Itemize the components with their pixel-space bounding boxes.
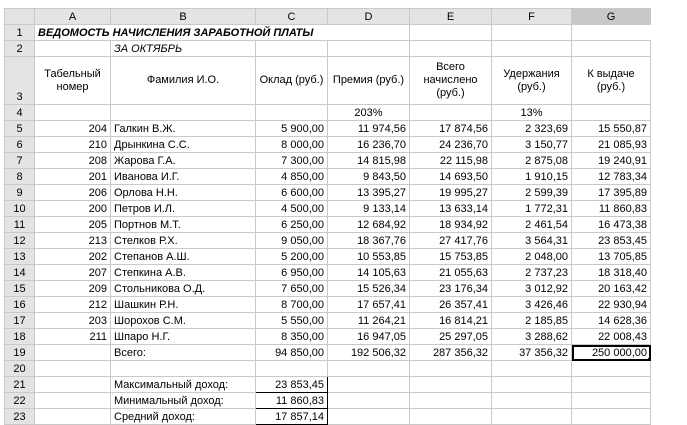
table-row [5,297,651,313]
payout-cell[interactable]: 13 705,85 [572,249,651,265]
column-header-d[interactable]: D [328,9,410,25]
row-20 [5,361,651,377]
tab-number-cell[interactable]: 209 [35,281,111,297]
row-header-2[interactable]: 2 [5,41,35,57]
row-3 [5,57,651,105]
tab-number-cell[interactable]: 208 [35,153,111,169]
header-payout[interactable]: К выдаче (руб.) [572,57,651,105]
cell-g4[interactable] [572,105,651,121]
cell-a4[interactable] [35,105,111,121]
table-row [5,201,651,217]
payout-cell[interactable]: 14 628,36 [572,313,651,329]
accrued-cell[interactable]: 26 357,41 [410,297,492,313]
table-row [5,137,651,153]
employee-name-cell[interactable]: Петров И.Л. [111,201,256,217]
cell-b4[interactable] [111,105,256,121]
salary-cell[interactable]: 6 950,00 [256,265,328,281]
salary-cell[interactable]: 9 050,00 [256,233,328,249]
employee-name-cell[interactable]: Жарова Г.А. [111,153,256,169]
salary-cell[interactable]: 7 650,00 [256,281,328,297]
empty-cell[interactable] [35,393,111,409]
totals-row [5,345,651,361]
tab-number-cell[interactable]: 205 [35,217,111,233]
bonus-cell[interactable]: 9 133,14 [328,201,410,217]
header-tab-number[interactable]: Табельный номер [35,57,111,105]
cell-a2[interactable] [35,41,111,57]
employee-name-cell[interactable]: Шашкин Р.Н. [111,297,256,313]
bonus-cell[interactable]: 14 815,98 [328,153,410,169]
accrued-cell[interactable]: 16 814,21 [410,313,492,329]
table-row [5,217,651,233]
empty-cell[interactable] [492,393,572,409]
salary-cell[interactable]: 5 900,00 [256,121,328,137]
total-payout-cell-selected[interactable]: 250 000,00 [572,345,651,361]
row-header[interactable]: 17 [5,313,35,329]
cell-f2[interactable] [492,41,572,57]
empty-cell[interactable] [35,409,111,425]
row-2 [5,41,651,57]
tab-number-cell[interactable]: 211 [35,329,111,345]
header-name[interactable]: Фамилия И.О. [111,57,256,105]
employee-name-cell[interactable]: Дрынкина С.С. [111,137,256,153]
row-header-1[interactable]: 1 [5,25,35,41]
empty-cell[interactable] [328,409,410,425]
row-header[interactable]: 21 [5,377,35,393]
cell-e4[interactable] [410,105,492,121]
empty-cell[interactable] [410,377,492,393]
total-bonus-cell[interactable]: 192 506,32 [328,345,410,361]
column-header-b[interactable]: B [111,9,256,25]
accrued-cell[interactable]: 18 934,92 [410,217,492,233]
empty-cell[interactable] [492,361,572,377]
row-header[interactable]: 23 [5,409,35,425]
deductions-cell[interactable]: 1 772,31 [492,201,572,217]
payout-cell[interactable]: 15 550,87 [572,121,651,137]
employee-name-cell[interactable]: Степкина А.В. [111,265,256,281]
employee-name-cell[interactable]: Шпаро Н.Г. [111,329,256,345]
cell-e2[interactable] [410,41,492,57]
total-salary-cell[interactable]: 94 850,00 [256,345,328,361]
payout-cell[interactable]: 21 085,93 [572,137,651,153]
total-deductions-cell[interactable]: 37 356,32 [492,345,572,361]
deductions-cell[interactable]: 2 185,85 [492,313,572,329]
row-header[interactable]: 6 [5,137,35,153]
bonus-cell[interactable]: 14 105,63 [328,265,410,281]
salary-cell[interactable]: 8 700,00 [256,297,328,313]
employee-name-cell[interactable]: Галкин В.Ж. [111,121,256,137]
tab-number-cell[interactable]: 212 [35,297,111,313]
stats-row [5,393,651,409]
tab-number-cell[interactable]: 207 [35,265,111,281]
row-header[interactable]: 10 [5,201,35,217]
empty-cell[interactable] [35,361,111,377]
tab-number-cell[interactable]: 203 [35,313,111,329]
tab-number-cell[interactable]: 201 [35,169,111,185]
bonus-cell[interactable]: 18 367,76 [328,233,410,249]
salary-cell[interactable]: 4 850,00 [256,169,328,185]
tab-number-cell[interactable]: 213 [35,233,111,249]
deductions-cell[interactable]: 2 875,08 [492,153,572,169]
employee-name-cell[interactable]: Стольникова О.Д. [111,281,256,297]
accrued-cell[interactable]: 17 874,56 [410,121,492,137]
column-header-row [5,9,651,25]
payout-cell[interactable]: 20 163,42 [572,281,651,297]
accrued-cell[interactable]: 13 633,14 [410,201,492,217]
empty-cell[interactable] [328,361,410,377]
accrued-cell[interactable]: 25 297,05 [410,329,492,345]
bonus-rate-cell[interactable]: 203% [328,105,410,121]
column-header-e[interactable]: E [410,9,492,25]
deductions-cell[interactable]: 3 150,77 [492,137,572,153]
accrued-cell[interactable]: 22 115,98 [410,153,492,169]
empty-cell[interactable] [35,377,111,393]
accrued-cell[interactable]: 23 176,34 [410,281,492,297]
table-row [5,329,651,345]
table-row [5,169,651,185]
deductions-cell[interactable]: 3 288,62 [492,329,572,345]
payout-cell[interactable]: 22 930,94 [572,297,651,313]
row-header[interactable]: 14 [5,265,35,281]
stats-row [5,409,651,425]
salary-cell[interactable]: 6 600,00 [256,185,328,201]
salary-cell[interactable]: 7 300,00 [256,153,328,169]
totals-label[interactable]: Всего: [111,345,256,361]
row-header[interactable]: 12 [5,233,35,249]
employee-name-cell[interactable]: Степанов А.Ш. [111,249,256,265]
header-salary[interactable]: Оклад (руб.) [256,57,328,105]
bonus-cell[interactable]: 10 553,85 [328,249,410,265]
row-header[interactable]: 18 [5,329,35,345]
tab-number-cell[interactable]: 200 [35,201,111,217]
row-1 [5,25,651,41]
cell-c4[interactable] [256,105,328,121]
empty-cell[interactable] [572,409,651,425]
accrued-cell[interactable]: 14 693,50 [410,169,492,185]
payout-cell[interactable]: 22 008,43 [572,329,651,345]
bonus-cell[interactable]: 11 264,21 [328,313,410,329]
column-header-a[interactable]: A [35,9,111,25]
bonus-cell[interactable]: 13 395,27 [328,185,410,201]
bonus-cell[interactable]: 15 526,34 [328,281,410,297]
tab-number-cell[interactable]: 204 [35,121,111,137]
select-all-corner[interactable] [5,9,35,25]
cell-a19[interactable] [35,345,111,361]
row-header[interactable]: 13 [5,249,35,265]
payout-cell[interactable]: 23 853,45 [572,233,651,249]
bonus-cell[interactable]: 16 947,05 [328,329,410,345]
empty-cell[interactable] [492,409,572,425]
tab-number-cell[interactable]: 206 [35,185,111,201]
salary-cell[interactable]: 5 550,00 [256,313,328,329]
sheet-title[interactable]: ВЕДОМОСТЬ НАЧИСЛЕНИЯ ЗАРАБОТНОЙ ПЛАТЫ [35,25,410,41]
row-header[interactable]: 5 [5,121,35,137]
worksheet-grid [4,8,651,425]
avg-income-label[interactable]: Средний доход: [111,409,256,425]
employee-name-cell[interactable]: Стелков Р.Х. [111,233,256,249]
bonus-cell[interactable]: 12 684,92 [328,217,410,233]
empty-cell[interactable] [572,361,651,377]
max-income-label[interactable]: Максимальный доход: [111,377,256,393]
column-header-f[interactable]: F [492,9,572,25]
deductions-cell[interactable]: 3 564,31 [492,233,572,249]
employee-name-cell[interactable]: Иванова И.Г. [111,169,256,185]
table-row [5,153,651,169]
tab-number-cell[interactable]: 202 [35,249,111,265]
row-header[interactable]: 8 [5,169,35,185]
row-header[interactable]: 15 [5,281,35,297]
row-header[interactable]: 7 [5,153,35,169]
row-header[interactable]: 20 [5,361,35,377]
payout-cell[interactable]: 12 783,34 [572,169,651,185]
min-income-label[interactable]: Минимальный доход: [111,393,256,409]
empty-cell[interactable] [410,361,492,377]
row-header[interactable]: 16 [5,297,35,313]
min-income-value[interactable]: 11 860,83 [256,393,328,409]
empty-cell[interactable] [328,377,410,393]
column-header-c[interactable]: C [256,9,328,25]
row-header[interactable]: 22 [5,393,35,409]
total-accrued-cell[interactable]: 287 356,32 [410,345,492,361]
cell-d2[interactable] [328,41,410,57]
deductions-cell[interactable]: 2 323,69 [492,121,572,137]
accrued-cell[interactable]: 15 753,85 [410,249,492,265]
salary-cell[interactable]: 4 500,00 [256,201,328,217]
cell-f1[interactable] [410,25,492,41]
bonus-cell[interactable]: 17 657,41 [328,297,410,313]
payout-cell[interactable]: 17 395,89 [572,185,651,201]
empty-cell[interactable] [572,393,651,409]
payout-cell[interactable]: 16 473,38 [572,217,651,233]
deductions-cell[interactable]: 2 048,00 [492,249,572,265]
salary-cell[interactable]: 8 350,00 [256,329,328,345]
deductions-cell[interactable]: 2 599,39 [492,185,572,201]
empty-cell[interactable] [111,361,256,377]
fill-handle[interactable] [648,358,651,361]
table-row [5,121,651,137]
payout-cell[interactable]: 19 240,91 [572,153,651,169]
payout-cell[interactable]: 11 860,83 [572,201,651,217]
salary-cell[interactable]: 5 200,00 [256,249,328,265]
employee-name-cell[interactable]: Орлова Н.Н. [111,185,256,201]
row-header[interactable]: 11 [5,217,35,233]
header-bonus[interactable]: Премия (руб.) [328,57,410,105]
cell-c2[interactable] [256,41,328,57]
accrued-cell[interactable]: 24 236,70 [410,137,492,153]
deductions-cell[interactable]: 3 426,46 [492,297,572,313]
empty-cell[interactable] [256,361,328,377]
accrued-cell[interactable]: 27 417,76 [410,233,492,249]
deductions-cell[interactable]: 2 737,23 [492,265,572,281]
max-income-value[interactable]: 23 853,45 [256,377,328,393]
employee-name-cell[interactable]: Шорохов С.М. [111,313,256,329]
cell-g2[interactable] [572,41,651,57]
spreadsheet [4,8,651,425]
bonus-cell[interactable]: 11 974,56 [328,121,410,137]
table-row [5,281,651,297]
column-header-g[interactable]: G [572,9,651,25]
row-header-4[interactable]: 4 [5,105,35,121]
empty-cell[interactable] [492,377,572,393]
row-header-3[interactable]: 3 [5,57,35,105]
bonus-cell[interactable]: 9 843,50 [328,169,410,185]
payout-cell[interactable]: 18 318,40 [572,265,651,281]
deductions-cell[interactable]: 1 910,15 [492,169,572,185]
salary-cell[interactable]: 6 250,00 [256,217,328,233]
stats-row [5,377,651,393]
accrued-cell[interactable]: 19 995,27 [410,185,492,201]
bonus-cell[interactable]: 16 236,70 [328,137,410,153]
table-row [5,313,651,329]
deductions-cell[interactable]: 2 461,54 [492,217,572,233]
empty-cell[interactable] [410,393,492,409]
table-row [5,233,651,249]
table-row [5,249,651,265]
cell-g1[interactable] [492,25,572,41]
sheet-subtitle[interactable]: ЗА ОКТЯБРЬ [111,41,256,57]
avg-income-value[interactable]: 17 857,14 [256,409,328,425]
deductions-rate-cell[interactable]: 13% [492,105,572,121]
table-row [5,265,651,281]
empty-cell[interactable] [410,409,492,425]
empty-cell[interactable] [328,393,410,409]
accrued-cell[interactable]: 21 055,63 [410,265,492,281]
employee-name-cell[interactable]: Портнов М.Т. [111,217,256,233]
header-accrued[interactable]: Всего начислено (руб.) [410,57,492,105]
row-header[interactable]: 9 [5,185,35,201]
empty-cell[interactable] [572,377,651,393]
header-deductions[interactable]: Удержания (руб.) [492,57,572,105]
salary-cell[interactable]: 8 000,00 [256,137,328,153]
tab-number-cell[interactable]: 210 [35,137,111,153]
row-header[interactable]: 19 [5,345,35,361]
row-4 [5,105,651,121]
deductions-cell[interactable]: 3 012,92 [492,281,572,297]
table-row [5,185,651,201]
